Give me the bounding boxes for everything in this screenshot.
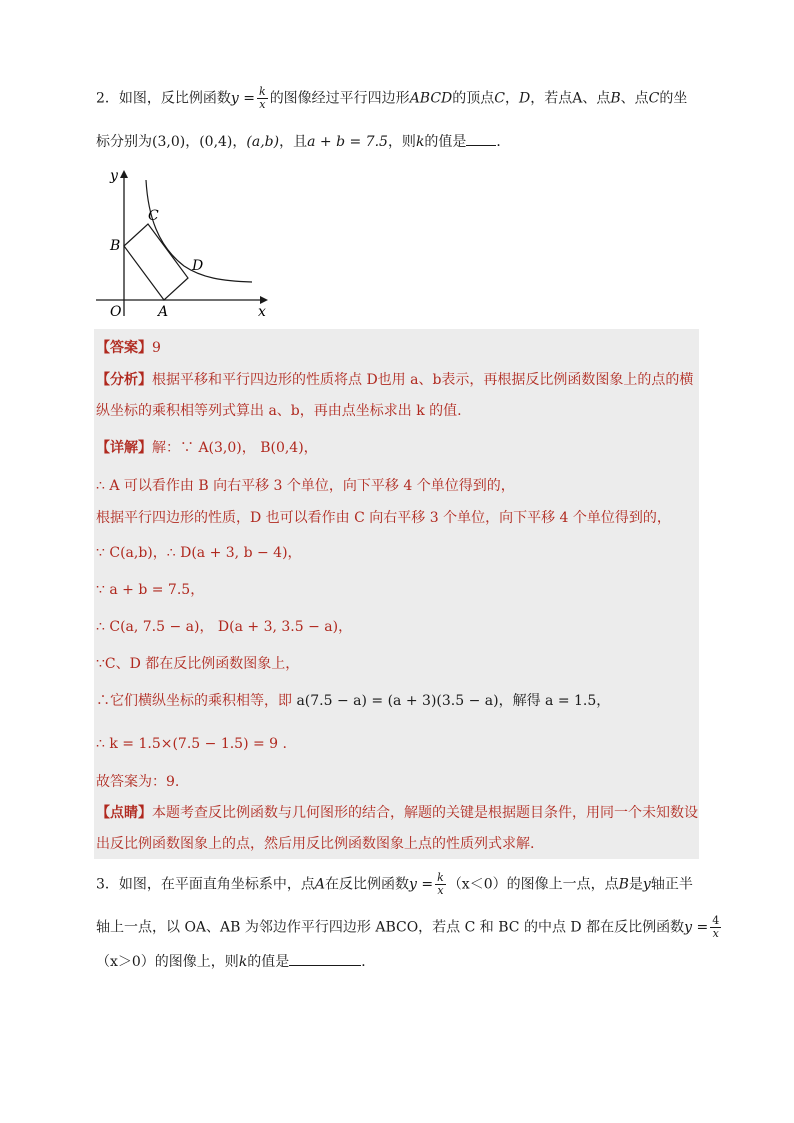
q3-fraction-2 [710,915,721,940]
q3-text: 在反比例函数 [325,876,410,893]
answer-tag: 【答案】 [96,340,152,356]
detail-text: ∴ C(a, 7.5 − a)， D(a + 3, 3.5 − a)， [96,619,353,635]
q2-text: 标分别为 [96,134,152,150]
comment-line-2 [96,834,534,854]
comment-tag: 【点睛】 [96,805,152,821]
q3-func: y = [684,919,709,936]
detail-line-3 [96,508,671,528]
detail-text: 根据平行四边形的性质，D 也可以看作由 C 向右平移 3 个单位，向下平移 4 个单位得到的， [96,510,671,526]
q3-var: B [618,876,629,893]
analysis-line-2 [96,401,462,421]
y-axis-label: y [110,168,118,184]
y-axis-arrow [120,170,128,178]
answer-blank [289,951,361,966]
q3-line-1 [96,872,693,897]
q2-var: D [519,90,531,107]
detail-line-4 [96,543,302,563]
q2-text: 的顶点 [452,90,495,107]
detail-text: ∴ A 可以看作由 B 向右平移 3 个单位，向下平移 4 个单位得到的， [96,478,515,494]
q3-text: 的值是 [247,954,290,970]
detail-line-7 [96,654,299,674]
detail-line-1 [96,438,318,458]
detail-line-2 [96,476,515,496]
result-text: 故答案为：9. [96,774,180,790]
point-d-label: D [192,258,204,274]
detail-text: ∴它们横纵坐标的乘积相等，即 [96,693,292,709]
frac-numerator: 4 [712,914,720,927]
q3-var: k [238,954,248,970]
q2-line-2 [96,131,510,152]
q2-text: ，且 [279,134,308,150]
frac-numerator: k [437,871,444,884]
detail-text: ∵ C(a,b)，∴ D(a + 3, b − 4)， [96,545,302,561]
q2-fraction [257,86,268,111]
detail-line-8 [96,691,610,711]
q3-text: （x＞0）的图像上，则 [96,954,239,970]
q3-var: A [314,876,326,893]
q3-line-2 [96,915,723,940]
q2-func: y = [230,90,256,107]
point-b-label: B [110,238,121,254]
point-c-label: C [148,208,159,224]
detail-tag: 【详解】 [96,440,152,456]
result-line [96,772,179,792]
detail-text: ∵C、D 都在反比例函数图象上， [96,656,300,672]
analysis-text: 纵坐标的乘积相等列式算出 a、b，再由点坐标求出 k 的值. [96,403,462,419]
frac-numerator: k [259,85,266,98]
q2-text: ， [185,134,200,150]
analysis-line-1 [96,370,693,390]
parallelogram-figure [96,166,276,322]
origin-label: O [110,304,122,320]
q2-text: 的图像经过平行四边形 [269,90,410,107]
q3-text: 轴正半 [650,876,693,893]
q2-coord: (3,0) [152,134,186,150]
frac-denominator: x [712,927,719,940]
detail-line-5 [96,580,204,600]
q2-text: ， [232,134,247,150]
q2-text: 的坐 [659,90,688,107]
q2-var: k [415,134,425,150]
q3-text: 3．如图，在平面直角坐标系中，点 [96,876,315,893]
q3-var: y [642,876,651,893]
q2-number: 2． [96,90,119,107]
q3-text: （x＜0）的图像上一点，点 [447,876,619,893]
analysis-text: 根据平移和平行四边形的性质将点 D也用 a、b表示，再根据反比例函数图象上的点的横 [152,372,694,388]
q3-fraction [435,872,446,897]
detail-line-6 [96,617,352,637]
q2-coord: (a,b) [246,134,280,150]
detail-text: a(7.5 − a) = (a + 3)(3.5 − a)，解得 a = 1.5， [292,693,611,709]
q2-var: C [494,90,506,107]
q2-var: ABCD [409,90,453,107]
q2-var: C [648,90,660,107]
comment-text: 出反比例函数图象上的点，然后用反比例函数图象上点的性质列式求解. [96,836,535,852]
point-a-label: A [158,304,169,320]
frac-denominator: x [259,98,266,111]
x-axis-label: x [258,304,266,320]
comment-line-1 [96,803,698,823]
q2-text: ，若点A、点 [530,90,611,107]
analysis-tag: 【分析】 [96,372,152,388]
answer-blank [466,131,496,146]
q3-func: y = [409,876,434,893]
detail-text: ∴ k = 1.5×(7.5 − 1.5) = 9 . [96,736,287,752]
q2-text: ，则 [387,134,416,150]
q2-text: 的值是 [424,134,467,150]
q2-condition: a + b = 7.5 [307,134,388,150]
answer-value: 9 [152,340,161,356]
detail-text: 解：∵ A(3,0)， B(0,4)， [152,440,318,456]
q3-text: 是 [628,876,643,893]
q2-text: ． [496,134,511,150]
q2-text: 如图，反比例函数 [118,90,231,107]
q2-text: ， [505,90,520,107]
q2-line-1 [96,86,687,111]
q3-line-3 [96,951,375,972]
frac-denominator: x [437,884,444,897]
comment-text: 本题考查反比例函数与几何图形的结合，解题的关键是根据题目条件，用同一个未知数设 [152,805,698,821]
q2-text: 、点 [620,90,649,107]
q3-text: ． [361,954,376,970]
q2-coord: (0,4) [199,134,233,150]
q2-var: B [610,90,621,107]
detail-line-9 [96,734,287,754]
x-axis-arrow [260,296,268,304]
detail-text: ∵ a + b = 7.5， [96,582,205,598]
answer-line [96,338,161,358]
q3-text: 轴上一点，以 OA、AB 为邻边作平行四边形 ABCO，若点 C 和 BC 的中点 D 都在反比例函数 [96,919,685,936]
